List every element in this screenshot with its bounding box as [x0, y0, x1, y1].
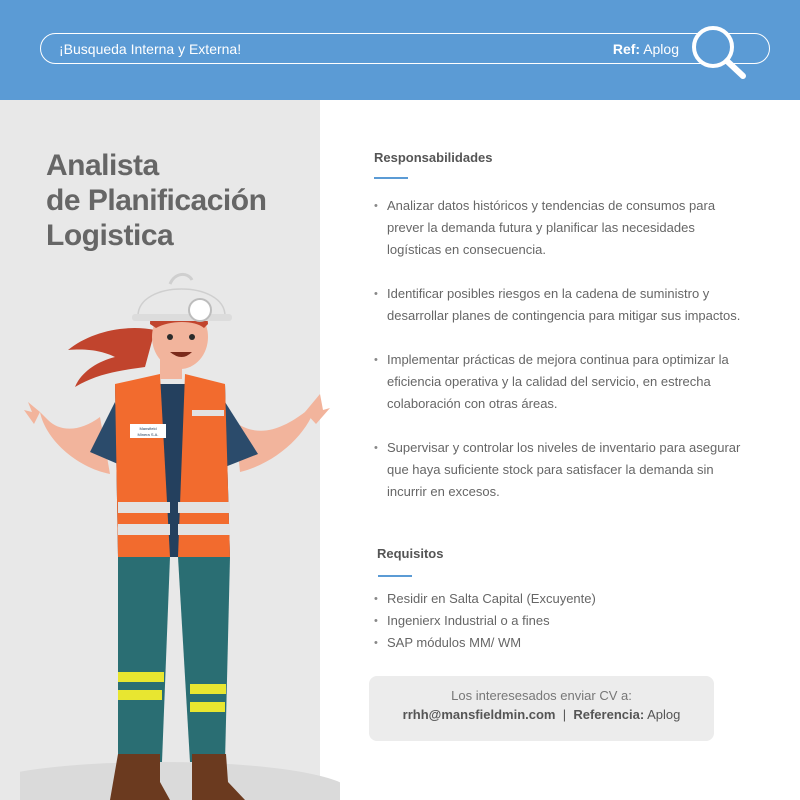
list-item: • Supervisar y controlar los niveles de inventario para asegurar que haya suficiente stock para satisfacer la demanda sin incurrir en excesos. — [374, 437, 744, 503]
contact-box — [369, 676, 714, 741]
header-banner — [0, 0, 800, 100]
job-title-line3: Logistica — [46, 219, 174, 252]
contact-instructions: Los interesesados enviar CV a: — [451, 688, 632, 703]
contact-ref-value: Aplog — [647, 707, 681, 722]
svg-text:Minera S.A.: Minera S.A. — [137, 432, 159, 437]
contact-details: rrhh@mansfieldmin.com | Referencia: Aplog — [402, 707, 681, 722]
heading-underline — [374, 177, 408, 179]
list-item: • Residir en Salta Capital (Excuyente) — [374, 588, 596, 610]
list-item: • SAP módulos MM/ WM — [374, 632, 596, 654]
job-title-line2: de Planificación — [46, 184, 267, 217]
list-item: • Implementar prácticas de mejora continua para optimizar la eficiencia operativa y la calidad del servicio, en estrecha colaboración con otras áreas. — [374, 349, 744, 415]
responsibilities-heading: Responsabilidades — [374, 150, 493, 165]
contact-ref-label: Referencia: — [573, 707, 645, 722]
requirements-list — [374, 588, 596, 654]
job-title-line1: Analista — [46, 149, 159, 182]
reference-code: Ref: Aplog — [612, 41, 679, 57]
heading-underline — [378, 575, 412, 577]
list-item: • Identificar posibles riesgos en la cadena de suministro y desarrollar planes de contingencia para mitigar sus impactos. — [374, 283, 744, 327]
worker-illustration — [20, 262, 340, 800]
search-icon[interactable] — [688, 22, 750, 82]
list-item: • Analizar datos históricos y tendencias de consumos para prever la demanda futura y planificar las necesidades logísticas en consecuencia. — [374, 195, 744, 261]
search-bar[interactable] — [40, 33, 770, 64]
search-text: ¡Busqueda Interna y Externa! — [59, 41, 242, 57]
responsibilities-section — [374, 150, 744, 525]
vest-logo-text: Mansfield — [139, 426, 157, 431]
requirements-heading: Requisitos — [377, 546, 444, 561]
responsibilities-list — [374, 195, 744, 503]
job-title — [46, 148, 266, 253]
contact-email[interactable]: rrhh@mansfieldmin.com — [402, 707, 556, 722]
list-item: • Ingenierx Industrial o a fines — [374, 610, 596, 632]
